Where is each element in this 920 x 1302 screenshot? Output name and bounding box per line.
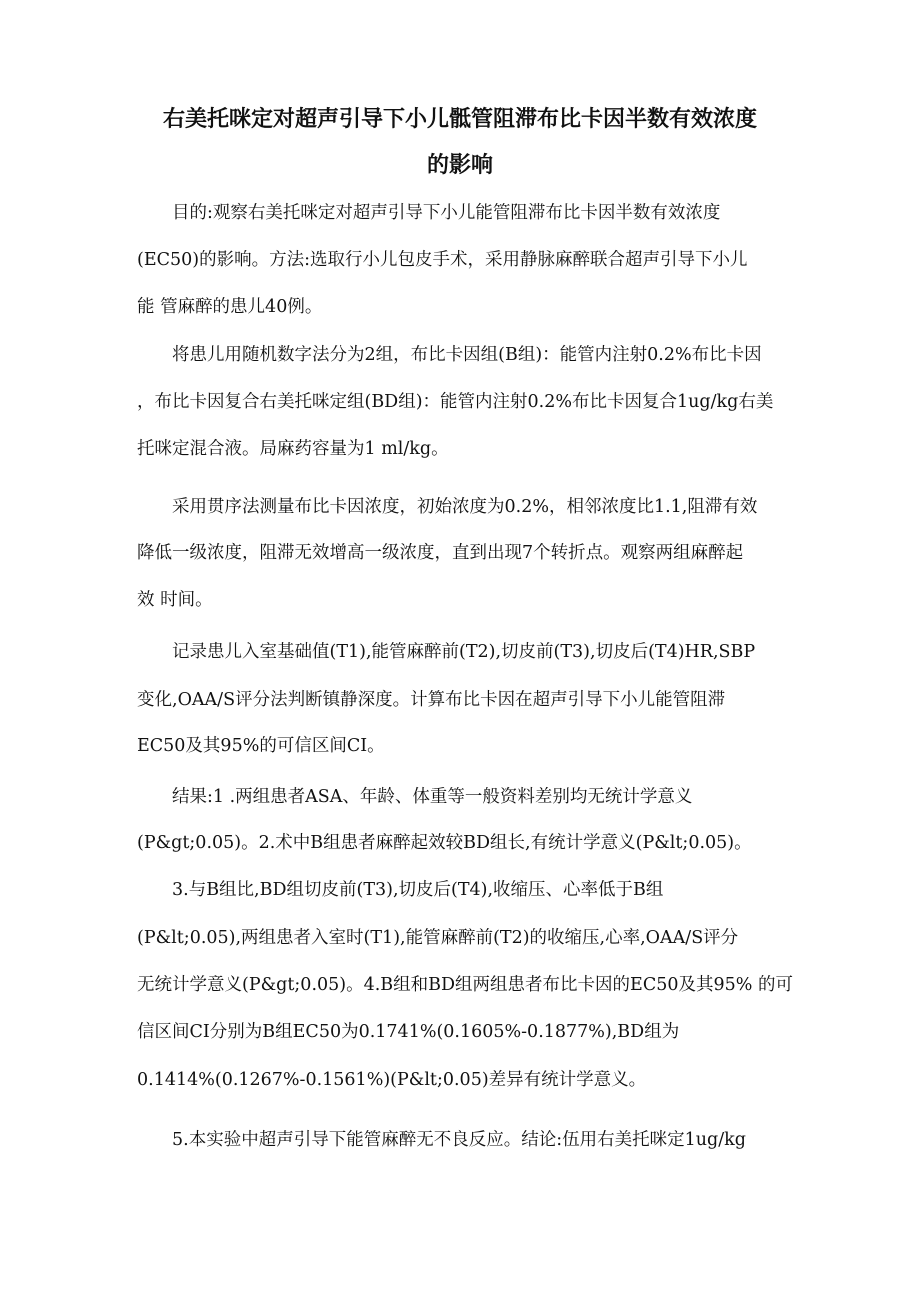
paragraph-line: 能 管麻醉的患儿40例。 <box>137 297 323 317</box>
paragraph-line: 记录患儿入室基础值(T1),能管麻醉前(T2),切皮前(T3),切皮后(T4)HR,SBP <box>172 642 756 662</box>
paragraph-line: 结果:1 .两组患者ASA、年龄、体重等一般资料差别均无统计学意义 <box>172 787 693 807</box>
paragraph-line: EC50及其95%的可信区间CI。 <box>137 736 385 756</box>
paragraph-line: 采用贯序法测量布比卡因浓度，初始浓度为0.2%，相邻浓度比1.1,阻滞有效 <box>172 497 758 517</box>
paragraph-line: 变化,OAA/S评分法判断镇静深度。计算布比卡因在超声引导下小儿能管阻滞 <box>137 690 726 710</box>
paragraph-line: 效 时间。 <box>137 590 213 610</box>
paragraph-line: (EC50)的影响。方法:选取行小儿包皮手术，采用静脉麻醉联合超声引导下小儿 <box>137 250 748 270</box>
paragraph-line: 信区间CI分别为B组EC50为0.1741%(0.1605%-0.1877%),BD组为 <box>137 1022 680 1042</box>
paragraph-line: (P&lt;0.05),两组患者入室时(T1),能管麻醉前(T2)的收缩压,心率,OAA/S评分 <box>137 928 739 948</box>
paragraph-line: (P&gt;0.05)。2.术中B组患者麻醉起效较BD组长,有统计学意义(P&lt;0.05)。 <box>137 833 752 853</box>
paragraph-line: 将患儿用随机数字法分为2组，布比卡因组(B组)：能管内注射0.2%布比卡因 <box>172 345 762 365</box>
paragraph-line: 降低一级浓度，阻滞无效增高一级浓度，直到出现7个转折点。观察两组麻醉起 <box>137 543 744 563</box>
paragraph-line: 0.1414%(0.1267%-0.1561%)(P&lt;0.05)差异有统计学意义。 <box>137 1070 647 1090</box>
paragraph-line: 无统计学意义(P&gt;0.05)。4.B组和BD组两组患者布比卡因的EC50及其95% 的可 <box>137 975 793 995</box>
paragraph-line: ，布比卡因复合右美托咪定组(BD组)：能管内注射0.2%布比卡因复合1ug/kg右美 <box>137 392 774 412</box>
document-title-line-2: 的影响 <box>426 153 493 178</box>
paragraph-line: 托咪定混合液。局麻药容量为1 ml/kg。 <box>137 439 449 459</box>
paragraph-line: 目的:观察右美托咪定对超声引导下小儿能管阻滞布比卡因半数有效浓度 <box>172 203 721 223</box>
paragraph-line: 5.本实验中超声引导下能管麻醉无不良反应。结论:伍用右美托咪定1ug/kg <box>172 1130 746 1150</box>
document-title-line-1: 右美托咪定对超声引导下小儿骶管阻滞布比卡因半数有效浓度 <box>162 107 757 132</box>
paragraph-line: 3.与B组比,BD组切皮前(T3),切皮后(T4),收缩压、心率低于B组 <box>172 880 664 900</box>
